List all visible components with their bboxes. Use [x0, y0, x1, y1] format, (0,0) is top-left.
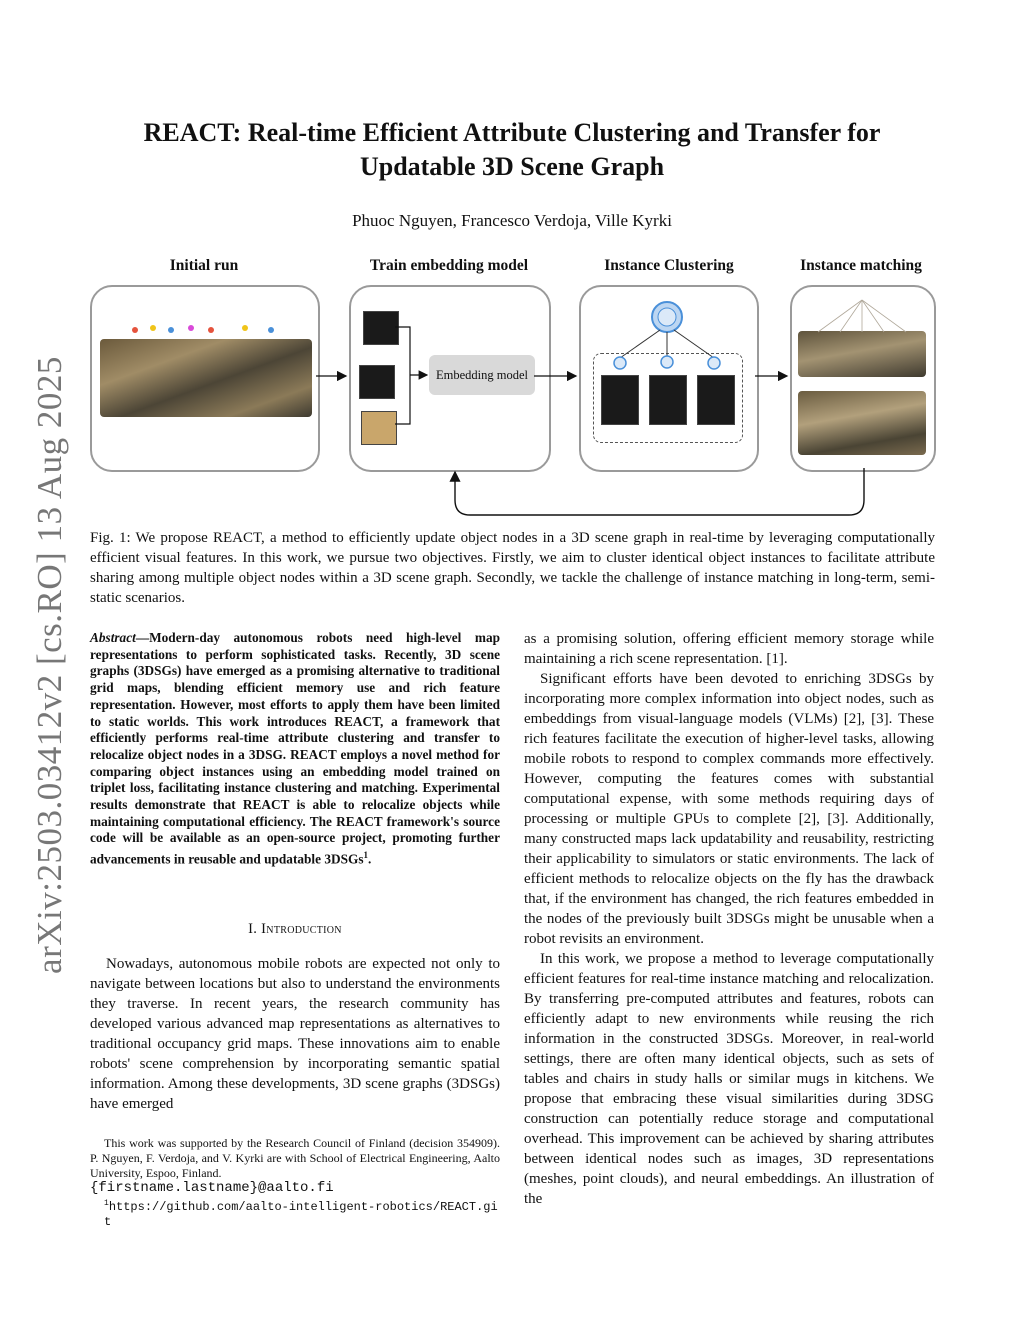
- section-heading: [90, 921, 500, 938]
- stage-label-instance-clustering: Instance Clustering: [604, 257, 734, 274]
- feedback-loop-arrow: [455, 468, 864, 515]
- intro-right-column: [524, 629, 934, 1209]
- abstract: [90, 630, 500, 868]
- image-bracket: [395, 327, 425, 424]
- stage-label-instance-matching: Instance matching: [800, 257, 922, 274]
- intro-left-column: [90, 954, 500, 1114]
- abstract-dash: —: [135, 630, 150, 645]
- cluster-edge: [620, 330, 660, 358]
- figure-caption: Fig. 1: We propose REACT, a method to efficiently update object nodes in a 3D scene graph in real-time by leveraging computationally efficient visual features. In this work, we pursue two objectives. Firstly, we aim to cluster identical object instances to facilitate attribute sharing among multiple object nodes within a 3D scene graph. Secondly, we tackle the challenge of instance matching in long-term, semi-static scenarios.: [90, 530, 935, 606]
- embedding-model-box: Embedding model: [429, 355, 535, 395]
- matching-edges: [818, 300, 906, 332]
- abstract-label: Abstract: [90, 630, 136, 645]
- title-line-1: REACT: Real-time Efficient Attribute Clustering and Transfer for: [143, 118, 881, 147]
- abstract-period: .: [368, 851, 372, 867]
- title-line-2: Updatable 3D Scene Graph: [359, 152, 665, 181]
- abstract-text: Modern-day autonomous robots need high-level map representations to perform sophisticated tasks. Recently, 3D scene graphs (3DSGs) have emerged as a promising alternative to traditional grid maps, blending efficient memory use and rich feature representation. However, most efforts to apply them have been limited to static worlds. This work introduces REACT, a framework that efficiently performs real-time attribute clustering and transfer to relocalize object nodes in a 3DSG. REACT employs a novel method for comparing object instances using an embedding model trained on triplet loss, facilitating instance clustering and matching. Experimental results demonstrate that REACT is able to relocalize objects while maintaining computational efficiency. The REACT framework's source code will be available as an open-source project, promoting further advancements in reusable and updatable 3DSGs: [90, 630, 500, 867]
- arxiv-identifier: arXiv:2503.03412v2 [cs.RO] 13 Aug 2025: [30, 356, 69, 974]
- footnotes: [90, 1136, 500, 1230]
- instance-node: [661, 356, 673, 368]
- abstract-footnote-mark: 1: [363, 850, 369, 861]
- instance-node: [708, 357, 720, 369]
- code-url-note: [90, 1196, 500, 1230]
- stage-label-train-embedding: Train embedding model: [369, 257, 529, 274]
- intro-paragraph-1: Nowadays, autonomous mobile robots are expected not only to navigate between locations but also to understand the environments they traverse. In recent years, the research community has developed various advanced map representations as alternatives to traditional occupancy grid maps. These innovations aim to enable robots' scene comprehension by incorporating semantic spatial information. Among these developments, 3D scene graphs (3DSGs) have emerged: [90, 956, 500, 1112]
- instance-node: [614, 357, 626, 369]
- right-paragraph-3: In this work, we propose a method to leverage computationally efficient features for real-time instance matching and relocalization. By transferring pre-computed attributes and features, robots can efficiently adapt to new environments while reusing the rich information in the constructed 3DSGs. Moreover, in real-world settings, there are often many identical objects, such as sets of tables and chairs in study halls or similar mugs in kitchens. We propose that embracing these visual similarities during 3DSG construction can potentially reduce storage and computational overhead. This improvement can be achieved by sharing attributes between identical nodes such as images, 3D representations (meshes, point clouds), and neural embeddings. An illustration of the: [524, 951, 934, 1207]
- author-list: Phuoc Nguyen, Francesco Verdoja, Ville Kyrki: [352, 211, 672, 230]
- funding-note: This work was supported by the Research Council of Finland (decision 354909). P. Nguyen, F. Verdoja, and V. Kyrki are with School of Electrical Engineering, Aalto University, Espoo, Finland.: [90, 1136, 500, 1180]
- section-title: Introduction: [261, 921, 342, 937]
- right-paragraph-1: as a promising solution, offering efficient memory storage while maintaining a rich scene representation. [1].: [524, 631, 934, 667]
- section-number: I.: [248, 921, 258, 937]
- cluster-root-node-inner: [658, 308, 676, 326]
- cluster-edge: [674, 330, 714, 358]
- author-email: {firstname.lastname}@aalto.fi: [90, 1180, 334, 1196]
- right-paragraph-2: Significant efforts have been devoted to enriching 3DSGs by incorporating more complex information into object nodes, such as embeddings from visual-language models (VLMs) [2], [3]. These rich features facilitate the execution of higher-level tasks, allowing mobile robots to respond to complex commands more effectively. However, computing the features comes with substantial computational expense, with some methods requiring days of processing or multiple GPUs to complete [2], [3]. Additionally, many constructed maps lack updatability and reusability, restricting their applicability to simulators or static environments. The lack of efficient methods to relocalize objects on the fly has the drawback that, if the environment has changed, the rich features embedded in the nodes of the previously built 3DSGs might be unusable when a robot revisits an environment.: [524, 671, 934, 947]
- stage-label-initial-run: Initial run: [169, 257, 239, 274]
- figure-connectors: [0, 0, 1024, 520]
- footnote-mark: 1: [104, 1199, 109, 1208]
- code-url[interactable]: https://github.com/aalto-intelligent-robotics/REACT.git: [104, 1200, 498, 1229]
